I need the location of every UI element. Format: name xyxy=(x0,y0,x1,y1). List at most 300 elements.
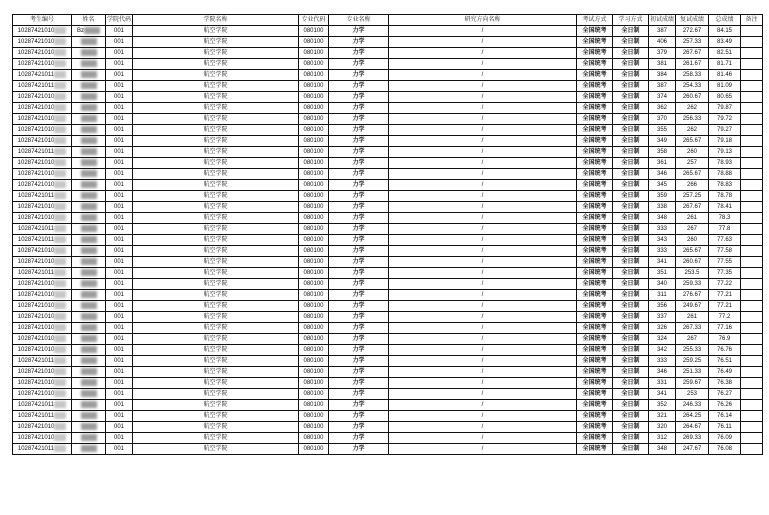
direction-cell: / xyxy=(389,125,577,136)
initial-cell: 387 xyxy=(649,26,676,37)
exam-mode-cell: 全国统考 xyxy=(577,290,613,301)
college-code-cell: 001 xyxy=(106,59,133,70)
retest-cell: 257.33 xyxy=(676,37,709,48)
major-cell: 力学 xyxy=(329,235,389,246)
direction-cell: / xyxy=(389,169,577,180)
candidate-id: 10287421011 xyxy=(17,402,55,408)
retest-cell: 260 xyxy=(676,147,709,158)
major-cell: 力学 xyxy=(329,136,389,147)
study-mode-cell: 全日制 xyxy=(613,48,649,59)
major-code-cell: 080100 xyxy=(299,92,329,103)
college-code-cell: 001 xyxy=(106,147,133,158)
candidate-id: 10287421010 xyxy=(17,160,55,166)
redacted-mask xyxy=(54,313,66,320)
direction-cell: / xyxy=(389,378,577,389)
initial-cell: 358 xyxy=(649,147,676,158)
redacted-mask xyxy=(54,379,66,386)
header-cell: 专业代码 xyxy=(299,15,329,26)
retest-cell: 261.67 xyxy=(676,59,709,70)
redacted-mask xyxy=(54,49,66,56)
retest-cell: 265.67 xyxy=(676,246,709,257)
note-cell xyxy=(741,59,763,70)
table-row xyxy=(13,323,763,334)
study-mode-cell: 全日制 xyxy=(613,26,649,37)
candidate-id-cell xyxy=(13,224,72,235)
redacted-mask xyxy=(81,346,97,353)
total-cell: 76.49 xyxy=(709,367,741,378)
college-cell: 航空学院 xyxy=(133,103,299,114)
note-cell xyxy=(741,213,763,224)
direction-cell: / xyxy=(389,367,577,378)
study-mode-cell: 全日制 xyxy=(613,158,649,169)
redacted-mask xyxy=(81,423,97,430)
college-cell: 航空学院 xyxy=(133,147,299,158)
candidate-id: 10287421011 xyxy=(17,237,55,243)
direction-cell: / xyxy=(389,301,577,312)
exam-mode-cell: 全国统考 xyxy=(577,48,613,59)
total-cell: 78.41 xyxy=(709,202,741,213)
note-cell xyxy=(741,389,763,400)
candidate-id-cell xyxy=(13,26,72,37)
total-cell: 77.21 xyxy=(709,301,741,312)
candidate-id-cell xyxy=(13,378,72,389)
name-cell xyxy=(72,356,106,367)
total-cell: 76.38 xyxy=(709,378,741,389)
college-code-cell: 001 xyxy=(106,389,133,400)
exam-mode-cell: 全国统考 xyxy=(577,224,613,235)
major-cell: 力学 xyxy=(329,59,389,70)
candidate-id: 10287421010 xyxy=(17,50,55,56)
table-row xyxy=(13,158,763,169)
redacted-mask xyxy=(54,434,66,441)
candidate-id-cell xyxy=(13,235,72,246)
college-cell: 航空学院 xyxy=(133,59,299,70)
redacted-mask xyxy=(54,82,66,89)
redacted-mask xyxy=(81,236,97,243)
header-cell: 考试方式 xyxy=(577,15,613,26)
candidate-id: 10287421010 xyxy=(17,138,55,144)
exam-mode-cell: 全国统考 xyxy=(577,235,613,246)
study-mode-cell: 全日制 xyxy=(613,224,649,235)
exam-mode-cell: 全国统考 xyxy=(577,180,613,191)
table-row xyxy=(13,136,763,147)
name-cell xyxy=(72,411,106,422)
direction-cell: / xyxy=(389,323,577,334)
redacted-mask xyxy=(54,247,66,254)
major-code-cell: 080100 xyxy=(299,147,329,158)
candidate-id: 10287421010 xyxy=(17,435,55,441)
retest-cell: 253 xyxy=(676,389,709,400)
major-code-cell: 080100 xyxy=(299,136,329,147)
retest-cell: 261 xyxy=(676,312,709,323)
header-cell: 学习方式 xyxy=(613,15,649,26)
major-code-cell: 080100 xyxy=(299,70,329,81)
college-cell: 航空学院 xyxy=(133,136,299,147)
direction-cell: / xyxy=(389,356,577,367)
header-cell: 考生编号 xyxy=(13,15,72,26)
redacted-mask xyxy=(81,82,97,89)
header-row xyxy=(13,15,763,26)
direction-cell: / xyxy=(389,147,577,158)
major-code-cell: 080100 xyxy=(299,334,329,345)
name-cell xyxy=(72,345,106,356)
candidate-id-cell xyxy=(13,400,72,411)
total-cell: 76.08 xyxy=(709,444,741,455)
redacted-mask xyxy=(81,38,97,45)
study-mode-cell: 全日制 xyxy=(613,400,649,411)
redacted-mask xyxy=(54,192,66,199)
college-code-cell: 001 xyxy=(106,81,133,92)
initial-cell: 341 xyxy=(649,389,676,400)
study-mode-cell: 全日制 xyxy=(613,323,649,334)
note-cell xyxy=(741,279,763,290)
note-cell xyxy=(741,147,763,158)
candidate-id: 10287421010 xyxy=(17,127,55,133)
exam-mode-cell: 全国统考 xyxy=(577,268,613,279)
study-mode-cell: 全日制 xyxy=(613,136,649,147)
note-cell xyxy=(741,367,763,378)
candidate-id-cell xyxy=(13,114,72,125)
study-mode-cell: 全日制 xyxy=(613,37,649,48)
note-cell xyxy=(741,334,763,345)
college-cell: 航空学院 xyxy=(133,433,299,444)
candidate-id: 10287421010 xyxy=(17,182,55,188)
table-row xyxy=(13,422,763,433)
initial-cell: 348 xyxy=(649,444,676,455)
candidate-id-cell xyxy=(13,213,72,224)
redacted-mask xyxy=(54,93,66,100)
exam-mode-cell: 全国统考 xyxy=(577,444,613,455)
study-mode-cell: 全日制 xyxy=(613,422,649,433)
study-mode-cell: 全日制 xyxy=(613,125,649,136)
retest-cell: 259.25 xyxy=(676,356,709,367)
major-cell: 力学 xyxy=(329,70,389,81)
total-cell: 78.78 xyxy=(709,191,741,202)
retest-cell: 257 xyxy=(676,158,709,169)
candidate-id-cell xyxy=(13,158,72,169)
redacted-mask xyxy=(54,225,66,232)
note-cell xyxy=(741,345,763,356)
direction-cell: / xyxy=(389,59,577,70)
table-row xyxy=(13,411,763,422)
redacted-mask xyxy=(54,357,66,364)
college-code-cell: 001 xyxy=(106,37,133,48)
table-row xyxy=(13,257,763,268)
college-code-cell: 001 xyxy=(106,92,133,103)
major-cell: 力学 xyxy=(329,48,389,59)
exam-mode-cell: 全国统考 xyxy=(577,301,613,312)
table-row xyxy=(13,246,763,257)
candidate-id: 10287421010 xyxy=(17,28,55,34)
exam-mode-cell: 全国统考 xyxy=(577,279,613,290)
major-cell: 力学 xyxy=(329,246,389,257)
college-code-cell: 001 xyxy=(106,48,133,59)
candidate-id-cell xyxy=(13,411,72,422)
major-code-cell: 080100 xyxy=(299,158,329,169)
college-code-cell: 001 xyxy=(106,334,133,345)
initial-cell: 361 xyxy=(649,158,676,169)
college-cell: 航空学院 xyxy=(133,257,299,268)
direction-cell: / xyxy=(389,26,577,37)
major-cell: 力学 xyxy=(329,169,389,180)
name-cell xyxy=(72,367,106,378)
college-cell: 航空学院 xyxy=(133,158,299,169)
name-cell xyxy=(72,224,106,235)
study-mode-cell: 全日制 xyxy=(613,444,649,455)
redacted-mask xyxy=(81,434,97,441)
retest-cell: 260.67 xyxy=(676,92,709,103)
study-mode-cell: 全日制 xyxy=(613,334,649,345)
redacted-mask xyxy=(54,280,66,287)
direction-cell: / xyxy=(389,444,577,455)
candidate-id-cell xyxy=(13,345,72,356)
direction-cell: / xyxy=(389,103,577,114)
name-cell xyxy=(72,235,106,246)
retest-cell: 267.67 xyxy=(676,202,709,213)
exam-mode-cell: 全国统考 xyxy=(577,202,613,213)
major-code-cell: 080100 xyxy=(299,81,329,92)
header-cell: 学院名称 xyxy=(133,15,299,26)
major-cell: 力学 xyxy=(329,147,389,158)
initial-cell: 312 xyxy=(649,433,676,444)
initial-cell: 333 xyxy=(649,356,676,367)
college-cell: 航空学院 xyxy=(133,125,299,136)
total-cell: 79.18 xyxy=(709,136,741,147)
major-cell: 力学 xyxy=(329,312,389,323)
major-code-cell: 080100 xyxy=(299,125,329,136)
retest-cell: 255.33 xyxy=(676,345,709,356)
study-mode-cell: 全日制 xyxy=(613,279,649,290)
redacted-mask xyxy=(54,269,66,276)
candidate-id: 10287421011 xyxy=(17,446,55,452)
redacted-mask xyxy=(54,148,66,155)
table-row xyxy=(13,213,763,224)
table-row xyxy=(13,26,763,37)
initial-cell: 355 xyxy=(649,125,676,136)
major-cell: 力学 xyxy=(329,345,389,356)
study-mode-cell: 全日制 xyxy=(613,169,649,180)
initial-cell: 370 xyxy=(649,114,676,125)
candidate-id: 10287421011 xyxy=(17,149,55,155)
note-cell xyxy=(741,114,763,125)
major-code-cell: 080100 xyxy=(299,444,329,455)
redacted-mask xyxy=(54,335,66,342)
redacted-mask xyxy=(81,445,97,452)
exam-mode-cell: 全国统考 xyxy=(577,389,613,400)
major-code-cell: 080100 xyxy=(299,191,329,202)
college-code-cell: 001 xyxy=(106,191,133,202)
redacted-mask xyxy=(81,313,97,320)
score-sheet xyxy=(12,14,763,455)
redacted-mask xyxy=(54,258,66,265)
college-cell: 航空学院 xyxy=(133,444,299,455)
redacted-mask xyxy=(54,115,66,122)
table-row xyxy=(13,345,763,356)
total-cell: 76.9 xyxy=(709,334,741,345)
redacted-mask xyxy=(54,346,66,353)
table-row xyxy=(13,125,763,136)
note-cell xyxy=(741,356,763,367)
direction-cell: / xyxy=(389,246,577,257)
exam-mode-cell: 全国统考 xyxy=(577,433,613,444)
college-cell: 航空学院 xyxy=(133,202,299,213)
direction-cell: / xyxy=(389,411,577,422)
college-code-cell: 001 xyxy=(106,70,133,81)
table-row xyxy=(13,70,763,81)
major-cell: 力学 xyxy=(329,334,389,345)
major-cell: 力学 xyxy=(329,26,389,37)
name-cell xyxy=(72,389,106,400)
note-cell xyxy=(741,103,763,114)
exam-mode-cell: 全国统考 xyxy=(577,356,613,367)
major-cell: 力学 xyxy=(329,257,389,268)
candidate-id-cell xyxy=(13,444,72,455)
candidate-id-cell xyxy=(13,312,72,323)
exam-mode-cell: 全国统考 xyxy=(577,114,613,125)
redacted-mask xyxy=(54,27,66,34)
candidate-id: 10287421010 xyxy=(17,325,55,331)
study-mode-cell: 全日制 xyxy=(613,312,649,323)
admission-score-table xyxy=(12,14,763,455)
study-mode-cell: 全日制 xyxy=(613,70,649,81)
candidate-id: 10287421011 xyxy=(17,226,55,232)
college-cell: 航空学院 xyxy=(133,279,299,290)
college-cell: 航空学院 xyxy=(133,290,299,301)
college-cell: 航空学院 xyxy=(133,70,299,81)
major-cell: 力学 xyxy=(329,389,389,400)
study-mode-cell: 全日制 xyxy=(613,301,649,312)
major-code-cell: 080100 xyxy=(299,59,329,70)
redacted-mask xyxy=(54,302,66,309)
table-row xyxy=(13,433,763,444)
total-cell: 79.13 xyxy=(709,147,741,158)
college-code-cell: 001 xyxy=(106,158,133,169)
total-cell: 79.72 xyxy=(709,114,741,125)
exam-mode-cell: 全国统考 xyxy=(577,147,613,158)
major-cell: 力学 xyxy=(329,356,389,367)
name-cell xyxy=(72,257,106,268)
candidate-id: 10287421011 xyxy=(17,83,55,89)
college-cell: 航空学院 xyxy=(133,411,299,422)
candidate-id-cell xyxy=(13,389,72,400)
study-mode-cell: 全日制 xyxy=(613,180,649,191)
header-cell: 姓名 xyxy=(72,15,106,26)
redacted-mask xyxy=(54,104,66,111)
major-cell: 力学 xyxy=(329,191,389,202)
major-code-cell: 080100 xyxy=(299,279,329,290)
redacted-mask xyxy=(54,126,66,133)
initial-cell: 384 xyxy=(649,70,676,81)
exam-mode-cell: 全国统考 xyxy=(577,158,613,169)
exam-mode-cell: 全国统考 xyxy=(577,323,613,334)
exam-mode-cell: 全国统考 xyxy=(577,257,613,268)
initial-cell: 321 xyxy=(649,411,676,422)
major-code-cell: 080100 xyxy=(299,37,329,48)
major-cell: 力学 xyxy=(329,224,389,235)
initial-cell: 342 xyxy=(649,345,676,356)
initial-cell: 333 xyxy=(649,224,676,235)
exam-mode-cell: 全国统考 xyxy=(577,26,613,37)
note-cell xyxy=(741,125,763,136)
college-code-cell: 001 xyxy=(106,411,133,422)
candidate-id-cell xyxy=(13,59,72,70)
direction-cell: / xyxy=(389,235,577,246)
candidate-id-cell xyxy=(13,70,72,81)
major-code-cell: 080100 xyxy=(299,257,329,268)
direction-cell: / xyxy=(389,191,577,202)
total-cell: 76.09 xyxy=(709,433,741,444)
college-cell: 航空学院 xyxy=(133,224,299,235)
major-code-cell: 080100 xyxy=(299,290,329,301)
note-cell xyxy=(741,70,763,81)
retest-cell: 265.67 xyxy=(676,136,709,147)
redacted-mask xyxy=(54,170,66,177)
college-code-cell: 001 xyxy=(106,356,133,367)
candidate-id: 10287421010 xyxy=(17,391,55,397)
study-mode-cell: 全日制 xyxy=(613,213,649,224)
note-cell xyxy=(741,202,763,213)
candidate-id-cell xyxy=(13,169,72,180)
initial-cell: 324 xyxy=(649,334,676,345)
major-cell: 力学 xyxy=(329,92,389,103)
retest-cell: 264.25 xyxy=(676,411,709,422)
name-cell xyxy=(72,433,106,444)
candidate-id: 10287421010 xyxy=(17,39,55,45)
name-cell xyxy=(72,125,106,136)
name-cell xyxy=(72,81,106,92)
initial-cell: 374 xyxy=(649,92,676,103)
name-cell xyxy=(72,422,106,433)
candidate-id-cell xyxy=(13,125,72,136)
candidate-id: 10287421010 xyxy=(17,215,55,221)
name-cell xyxy=(72,202,106,213)
note-cell xyxy=(741,312,763,323)
note-cell xyxy=(741,180,763,191)
retest-cell: 267.67 xyxy=(676,48,709,59)
major-code-cell: 080100 xyxy=(299,356,329,367)
candidate-id: 10287421010 xyxy=(17,281,55,287)
table-row xyxy=(13,147,763,158)
initial-cell: 356 xyxy=(649,301,676,312)
exam-mode-cell: 全国统考 xyxy=(577,422,613,433)
study-mode-cell: 全日制 xyxy=(613,103,649,114)
redacted-mask xyxy=(81,225,97,232)
study-mode-cell: 全日制 xyxy=(613,235,649,246)
direction-cell: / xyxy=(389,37,577,48)
retest-cell: 265.67 xyxy=(676,169,709,180)
exam-mode-cell: 全国统考 xyxy=(577,345,613,356)
direction-cell: / xyxy=(389,433,577,444)
major-cell: 力学 xyxy=(329,268,389,279)
direction-cell: / xyxy=(389,158,577,169)
study-mode-cell: 全日制 xyxy=(613,114,649,125)
retest-cell: 253.5 xyxy=(676,268,709,279)
study-mode-cell: 全日制 xyxy=(613,389,649,400)
college-code-cell: 001 xyxy=(106,378,133,389)
exam-mode-cell: 全国统考 xyxy=(577,37,613,48)
direction-cell: / xyxy=(389,136,577,147)
table-row xyxy=(13,389,763,400)
redacted-mask xyxy=(54,60,66,67)
college-cell: 航空学院 xyxy=(133,345,299,356)
name-cell xyxy=(72,334,106,345)
retest-cell: 257.25 xyxy=(676,191,709,202)
total-cell: 77.16 xyxy=(709,323,741,334)
exam-mode-cell: 全国统考 xyxy=(577,103,613,114)
retest-cell: 247.67 xyxy=(676,444,709,455)
retest-cell: 260 xyxy=(676,235,709,246)
candidate-id-cell xyxy=(13,191,72,202)
